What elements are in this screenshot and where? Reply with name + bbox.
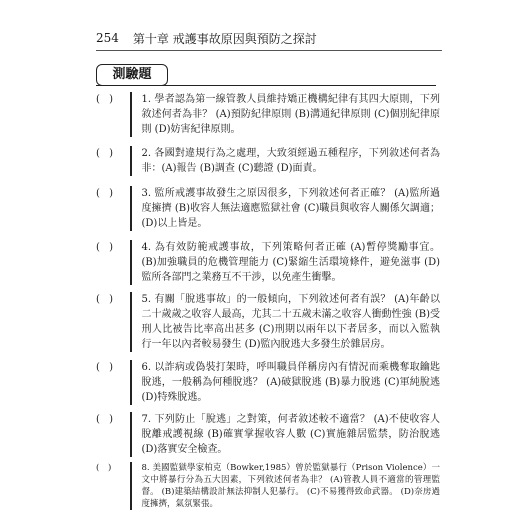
- answer-bar: [130, 92, 132, 137]
- question-2: [96, 146, 440, 176]
- section-title: 測驗題: [96, 64, 168, 86]
- question-text: 8. 美國監獄學家柏克（Bowker,1985）曾於監獄暴行（Prison Violence）一文中將暴行分為五大因素，下列敘述何者為非？ (A)管教人員不適當的管理監督。 (B)建築結構設計無法抑制人犯暴行。 (C)不易獲得致命武器。 (D)奈房過度擁擠，氣氛緊張。: [141, 463, 440, 509]
- answer-blank: ( ): [96, 294, 116, 305]
- answer-bar: [130, 462, 132, 510]
- answer-blank: ( ): [96, 188, 116, 199]
- question-text: 6. 以詐病或偽裝打架時，呼叫職員佯稱房內有情況而乘機奪取鑰匙脫逃，一般稱為何種脫逃？ (A)破獄脫逃 (B)暴力脫逃 (C)軍純脫逃 (D)特殊脫逃。: [141, 362, 440, 403]
- answer-bar: [130, 292, 132, 352]
- question-8: [96, 462, 440, 510]
- question-4: [96, 240, 440, 285]
- question-text: 2. 各國對違規行為之處理，大致須經過五種程序，下列敘述何者為非：(A)報告 (B)調查 (C)聽證 (D)面責。: [141, 148, 440, 174]
- answer-blank: ( ): [96, 362, 116, 373]
- question-text: 4. 為有效防範戒護事故，下列策略何者正確 (A)暫停獎勵事宜。 (B)加強職員的危機管理能力 (C)緊縮生活環境條件，避免滋事 (D)監所各部門之業務互不干涉，以免產生衝擊。: [141, 242, 440, 283]
- question-1: [96, 92, 440, 137]
- question-text: 7. 下列防止「脫逃」之對策，何者敘述較不適當？ (A)不使收容人脫離戒護視線 (B)確實掌握收容人數 (C)實施雜居監禁，防治脫逃 (D)落實安全檢查。: [141, 414, 440, 455]
- chapter-title: 第十章 戒護事故原因與預防之探討: [132, 31, 317, 46]
- question-5: [96, 292, 440, 352]
- question-3: [96, 186, 440, 231]
- page-number: 254: [96, 31, 119, 45]
- answer-blank: ( ): [96, 94, 116, 105]
- answer-blank: ( ): [96, 463, 115, 473]
- question-text: 5. 有關「脫逃事故」的一般傾向，下列敘述何者有誤？ (A)年齡以二十歲歲之收容人最高，尤其二十五歲未滿之收容人衝動性強 (B)受刑人比被告比率高出甚多 (C)刑期以兩年以下者居多，而以入監執行一年以內者較易發生 (D)監內脫逃大多發生於雜居房。: [141, 294, 440, 350]
- answer-blank: ( ): [96, 414, 116, 425]
- header-rule: [96, 50, 442, 51]
- question-text: 3. 監所戒護事故發生之原因很多，下列敘述何者正確？ (A)監所過度擁擠 (B)收容人無法適應監獄社會 (C)職員與收容人關係欠調適；(D)以上皆是。: [141, 188, 440, 229]
- answer-bar: [130, 412, 132, 457]
- answer-blank: ( ): [96, 148, 116, 159]
- answer-blank: ( ): [96, 242, 116, 253]
- question-7: [96, 412, 440, 457]
- answer-bar: [130, 186, 132, 231]
- running-header: [96, 28, 436, 48]
- answer-bar: [130, 240, 132, 285]
- answer-bar: [130, 146, 132, 176]
- question-text: 1. 學者認為第一線管教人員維持矯正機構紀律有其四大原則，下列敘述何者為非？ (A)預防紀律原則 (B)溝通紀律原則 (C)個別紀律原則 (D)妨害紀律原則。: [141, 94, 440, 135]
- answer-bar: [130, 360, 132, 405]
- question-6: [96, 360, 440, 405]
